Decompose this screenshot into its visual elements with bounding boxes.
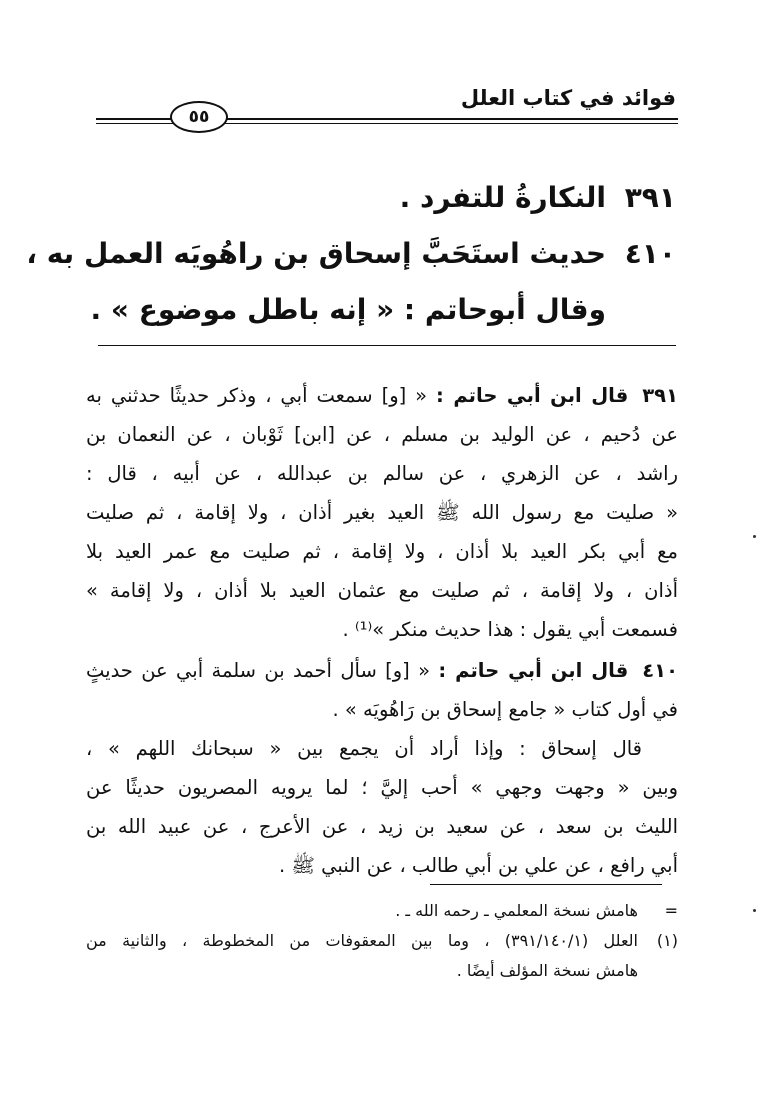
summary-entries [26, 170, 676, 338]
entry-text: وقال أبوحاتم : « إنه باطل موضوع » . [90, 293, 606, 326]
entry-number: ٣٩١ [642, 384, 678, 407]
margin-mark [753, 535, 756, 538]
entry-number: ٤١٠ [624, 237, 676, 270]
summary-entry [86, 170, 676, 226]
footnote-text: العلل (٣٩١/١٤٠/١) ، وما بين المعقوفات من المخطوطة ، والثانية من [86, 931, 639, 950]
running-title: فوائد في كتاب العلل [460, 86, 676, 110]
footnotes [86, 896, 678, 986]
footnote-mark: = [664, 901, 678, 920]
paragraph-line: أبي رافع ، عن علي بن أبي طالب ، عن النبي ﷺ . [279, 854, 678, 877]
footnote [86, 896, 678, 926]
footnote-text: هامش نسخة المعلمي ـ رحمه الله ـ . [395, 901, 638, 920]
entry-text: النكارةُ للتفرد . [399, 181, 606, 214]
footnote-mark: (١) [656, 931, 678, 950]
entry-text: حديث استَحَبَّ إسحاق بن راهُويَه العمل به ، [26, 237, 606, 270]
paragraph-line: أذان ، ولا إقامة ، ثم صليت مع عثمان العيد بلا أذان ، ولا إقامة » [86, 579, 678, 602]
summary-entry-continuation [86, 282, 676, 338]
paragraph-line [86, 651, 678, 690]
narrator-lead: قال ابن أبي حاتم : [436, 384, 629, 407]
paragraph-line: فسمعت أبي يقول : هذا حديث منكر »⁽¹⁾ . [342, 618, 678, 641]
paragraph-line: راشد ، عن الزهري ، عن سالم بن عبدالله ، عن أبيه ، قال : [86, 462, 678, 485]
paragraph-line: قال إسحاق : وإذا أراد أن يجمع بين « سبحانك اللهم » ، [86, 737, 642, 760]
paragraph-line: الليث بن سعد ، عن سعيد بن زيد ، عن الأعرج ، عن عبيد الله بن [86, 815, 678, 838]
line-text: « [و] سأل أحمد بن سلمة أبي عن حديثٍ [86, 659, 431, 682]
paragraph-line: عن دُحيم ، عن الوليد بن مسلم ، عن [ابن] ثَوْبان ، عن النعمان بن [86, 423, 678, 446]
margin-mark [753, 909, 756, 912]
entry-number: ٣٩١ [624, 181, 676, 214]
section-divider [98, 345, 676, 346]
line-text: « [و] سمعت أبي ، وذكر حديثًا حدثني به [86, 384, 428, 407]
footnote-continuation: هامش نسخة المؤلف أيضًا . [456, 961, 638, 980]
body-text [86, 376, 678, 885]
paragraph-line: وبين « وجهت وجهي » أحب إليَّ ؛ لما يرويه المصريون حديثًا عن [86, 776, 678, 799]
entry-number: ٤١٠ [642, 659, 678, 682]
footnote-rule [430, 884, 662, 885]
summary-entry [26, 226, 676, 282]
paragraph-line: « صليت مع رسول الله ﷺ العيد بغير أذان ، ولا إقامة ، ثم صليت [86, 501, 678, 524]
paragraph-line: في أول كتاب « جامع إسحاق بن رَاهُويَه » . [332, 698, 678, 721]
paragraph-line: مع أبي بكر العيد بلا أذان ، ولا إقامة ، ثم صليت مع عمر العيد بلا [86, 540, 678, 563]
paragraph-line [86, 376, 678, 415]
narrator-lead: قال ابن أبي حاتم : [438, 659, 629, 682]
page-number: ٥٥ [170, 101, 228, 133]
footnote [86, 926, 678, 956]
